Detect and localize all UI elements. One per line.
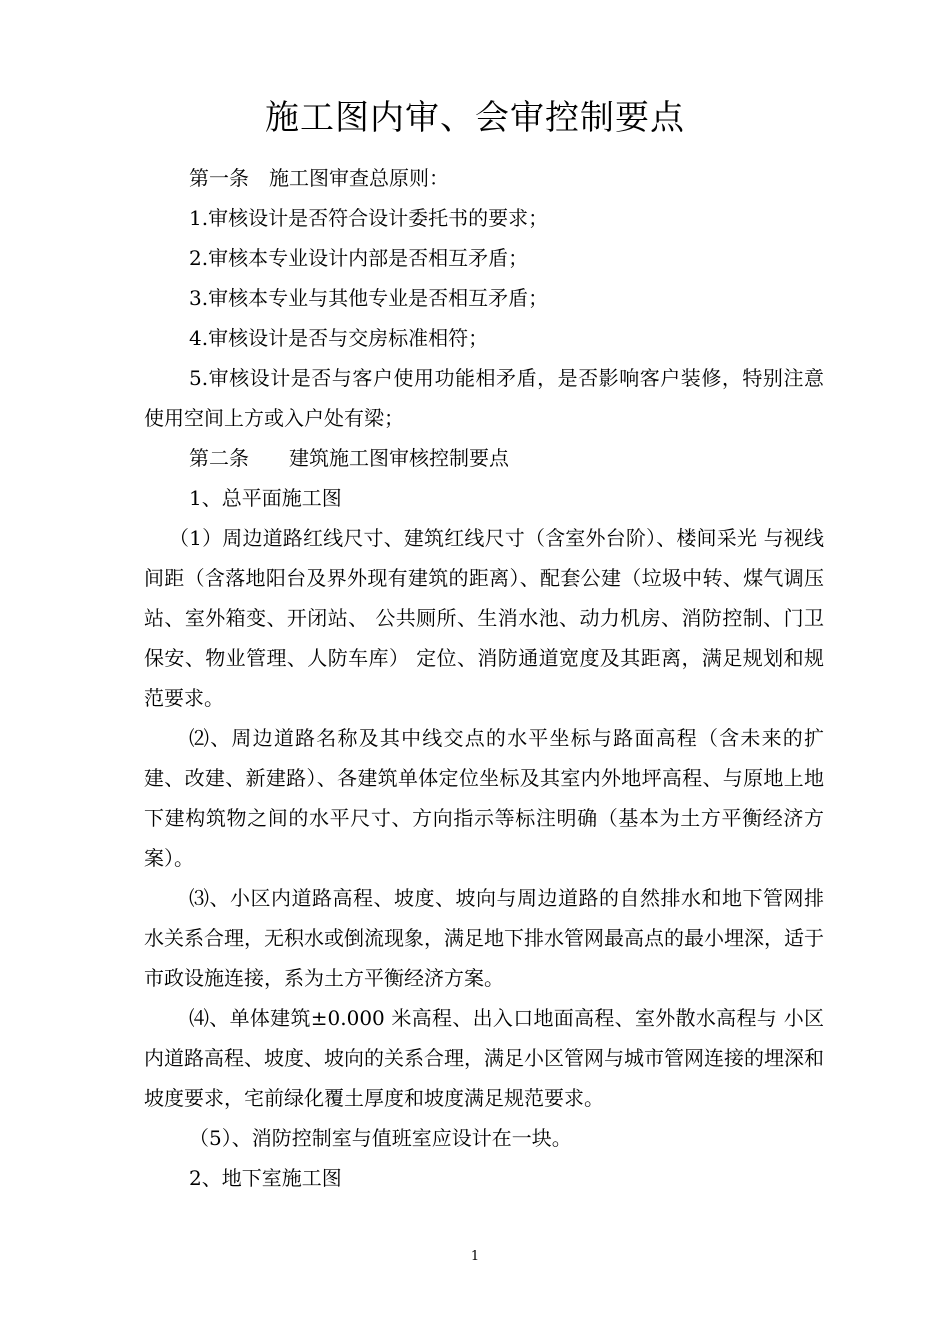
paragraph: 2.审核本专业设计内部是否相互矛盾； <box>189 246 529 270</box>
paragraph: 1、总平面施工图 <box>189 486 342 510</box>
paragraph: （1）周边道路红线尺寸、建筑红线尺寸（含室外台阶）、楼间采光 与视线间距（含落地阳台及界外现有建筑的距离）、配套公建（垃圾中转、煤气调压站、室外箱变、开闭站、 公共厕所、生消水池、动力机房、消防控制、门卫保安、物业管理、人防车库） 定位、消防通道宽度及其距离，满足规划和规范要求。 <box>144 526 824 710</box>
paragraph: ⑵、周边道路名称及其中线交点的水平坐标与路面高程（含未来的扩建、改建、新建路）、各建筑单体定位坐标及其室内外地坪高程、与原地上地下建构筑物之间的水平尺寸、方向指示等标注明确（基本为土方平衡经济方案）。 <box>144 726 824 870</box>
paragraph: （5）、消防控制室与值班室应设计在一块。 <box>189 1126 572 1150</box>
paragraph: 5.审核设计是否与客户使用功能相矛盾，是否影响客户装修，特别注意使用空间上方或入户处有梁； <box>144 366 824 430</box>
paragraph: 第二条 建筑施工图审核控制要点 <box>189 446 509 470</box>
paragraph: ⑷、单体建筑±0.000 米高程、出入口地面高程、室外散水高程与 小区内道路高程、坡度、坡向的关系合理，满足小区管网与城市管网连接的埋深和坡度要求，宅前绿化覆土厚度和坡度满足规范要求。 <box>144 1006 824 1110</box>
document-title: 施工图内审、会审控制要点 <box>265 98 685 138</box>
paragraph: 4.审核设计是否与交房标准相符； <box>189 326 489 350</box>
document-body <box>144 158 824 1198</box>
paragraph: 3.审核本专业与其他专业是否相互矛盾； <box>189 286 549 310</box>
paragraph: ⑶、小区内道路高程、坡度、坡向与周边道路的自然排水和地下管网排水关系合理，无积水或倒流现象，满足地下排水管网最高点的最小埋深，适于市政设施连接，系为土方平衡经济方案。 <box>144 886 824 990</box>
paragraph: 1.审核设计是否符合设计委托书的要求； <box>189 206 549 230</box>
paragraph: 2、地下室施工图 <box>189 1166 342 1190</box>
page-number: 1 <box>470 1249 480 1264</box>
paragraph: 第一条 施工图审查总原则： <box>189 166 449 190</box>
